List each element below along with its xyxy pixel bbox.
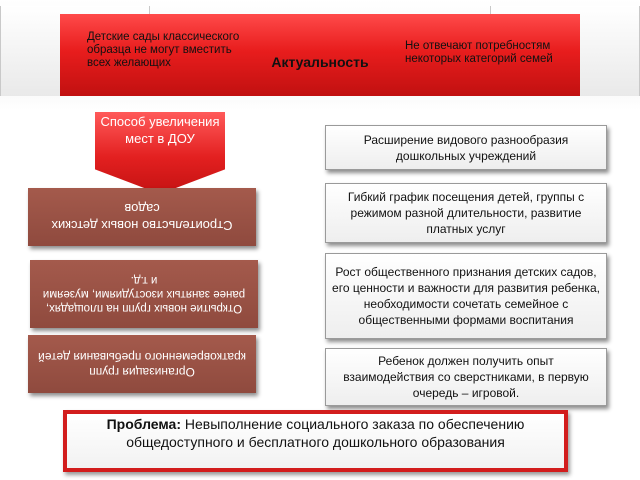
problem-label: Проблема: (106, 416, 182, 432)
banner-right-text: Не отвечают потребностям некоторых категорий семей (405, 40, 553, 65)
left-box-1-text: Строительство новых детских садов (51, 201, 233, 233)
right-box-1: Расширение видового разнообразия дошкольных учреждений (325, 125, 607, 170)
left-box-2-text: Открытие новых групп на площадях, ранее занятых изостудиями, музеями и т.д. (42, 274, 246, 314)
left-box-1 (28, 188, 256, 246)
left-box-2 (30, 260, 258, 328)
banner-title: Актуальность (271, 54, 369, 70)
left-box-3 (28, 335, 256, 393)
right-box-3: Рост общественного признания детских садов, его ценности и важности для развития ребенка, необходимости сочетать семейное с общественными формами воспитания (325, 253, 607, 339)
problem-box (63, 410, 568, 472)
left-box-3-text: Организация групп кратковременного пребывания детей (38, 350, 246, 379)
right-box-2: Гибкий график посещения детей, группы с режимом разной длительности, развитие платных услуг (325, 183, 607, 243)
problem-text: Невыполнение социального заказа по обеспечению общедоступного и бесплатного дошкольного образования (126, 416, 525, 450)
right-box-4: Ребенок должен получить опыт взаимодействия со сверстниками, в первую очередь – игровой. (325, 348, 607, 406)
banner-left-text: Детские сады классического образца не могут вместить всех желающих (87, 31, 240, 69)
arrow-label: Способ увеличения мест в ДОУ (100, 114, 220, 146)
